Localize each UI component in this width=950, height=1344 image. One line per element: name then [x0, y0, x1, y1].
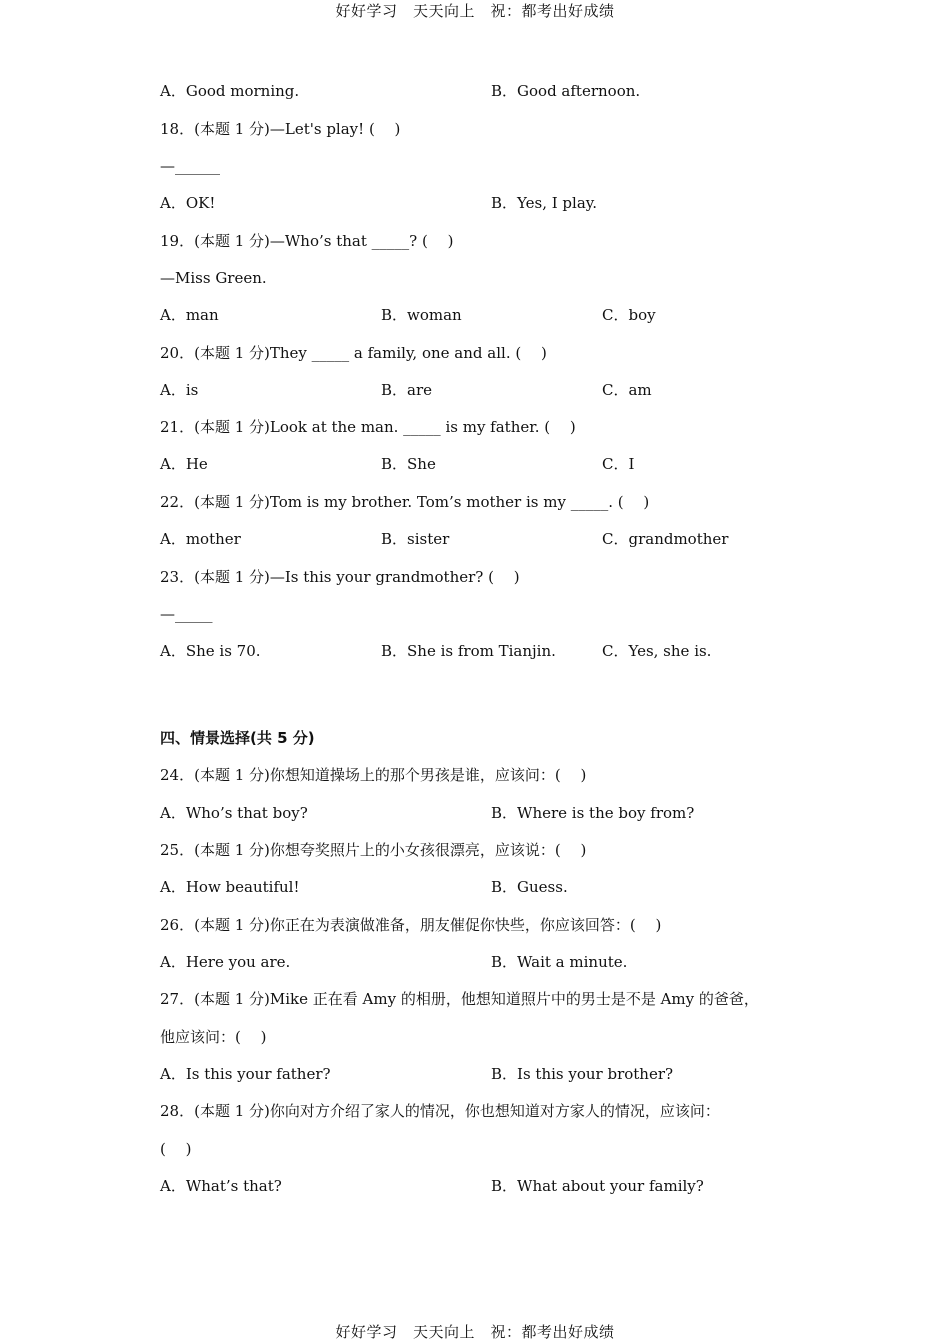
- q21-stem: 21．(本题 1 分)Look at the man. _____ is my father. ( ): [160, 418, 576, 436]
- q27-stem-continued: 他应该问：( ): [160, 1028, 267, 1046]
- q18-option-b: B．Yes, I play.: [491, 194, 598, 212]
- q23-option-a: A．She is 70.: [160, 642, 261, 660]
- q23-stem: 23．(本题 1 分)—Is this your grandmother? ( ): [160, 568, 520, 586]
- q24-option-a: A．Who’s that boy?: [160, 804, 308, 822]
- q19-option-a: A．man: [160, 306, 219, 324]
- q22-option-a: A．mother: [160, 530, 241, 548]
- q23-answer-blank: —_____: [160, 605, 213, 623]
- q23-option-c: C．Yes, she is.: [602, 642, 712, 660]
- q28-stem: 28．(本题 1 分)你向对方介绍了家人的情况，你也想知道对方家人的情况，应该问：: [160, 1102, 720, 1120]
- q20-option-a: A．is: [160, 381, 199, 399]
- q20-option-c: C．am: [602, 381, 652, 399]
- q19-stem: 19．(本题 1 分)—Who’s that _____? ( ): [160, 232, 454, 250]
- q19-answer-line: —Miss Green.: [160, 269, 267, 287]
- q25-option-a: A．How beautiful!: [160, 878, 300, 896]
- q20-option-b: B．are: [381, 381, 433, 399]
- q19-option-c: C．boy: [602, 306, 656, 324]
- q27-option-b: B．Is this your brother?: [491, 1065, 674, 1083]
- section-4-title: 四、情景选择(共 5 分): [160, 729, 315, 747]
- q21-option-c: C．I: [602, 455, 635, 473]
- q22-stem: 22．(本题 1 分)Tom is my brother. Tom’s mother is my _____. ( ): [160, 493, 650, 511]
- q26-stem: 26．(本题 1 分)你正在为表演做准备，朋友催促你快些，你应该回答：( ): [160, 916, 662, 934]
- q27-option-a: A．Is this your father?: [160, 1065, 331, 1083]
- q18-stem: 18．(本题 1 分)—Let's play! ( ): [160, 120, 401, 138]
- q20-stem: 20．(本题 1 分)They _____ a family, one and all. ( ): [160, 344, 547, 362]
- q28-stem-continued: ( ): [160, 1140, 192, 1158]
- q28-option-a: A．What’s that?: [160, 1177, 282, 1195]
- q26-option-b: B．Wait a minute.: [491, 953, 628, 971]
- page-header: 好好学习 天天向上 祝：都考出好成绩: [335, 2, 615, 20]
- q24-stem: 24．(本题 1 分)你想知道操场上的那个男孩是谁，应该问：( ): [160, 766, 587, 784]
- q25-option-b: B．Guess.: [491, 878, 568, 896]
- q24-option-b: B．Where is the boy from?: [491, 804, 695, 822]
- q17-option-b: B．Good afternoon.: [491, 82, 641, 100]
- q17-option-a: A．Good morning.: [160, 82, 300, 100]
- q27-stem: 27．(本题 1 分)Mike 正在看 Amy 的相册，他想知道照片中的男士是不是 Amy 的爸爸，: [160, 990, 759, 1008]
- q23-option-b: B．She is from Tianjin.: [381, 642, 556, 660]
- page-footer: 好好学习 天天向上 祝：都考出好成绩: [335, 1323, 615, 1341]
- q21-option-a: A．He: [160, 455, 208, 473]
- q21-option-b: B．She: [381, 455, 436, 473]
- q18-answer-blank: —______: [160, 157, 220, 175]
- q26-option-a: A．Here you are.: [160, 953, 291, 971]
- q28-option-b: B．What about your family?: [491, 1177, 704, 1195]
- q18-option-a: A．OK!: [160, 194, 216, 212]
- q25-stem: 25．(本题 1 分)你想夸奖照片上的小女孩很漂亮，应该说：( ): [160, 841, 587, 859]
- q22-option-b: B．sister: [381, 530, 450, 548]
- q19-option-b: B．woman: [381, 306, 462, 324]
- q22-option-c: C．grandmother: [602, 530, 729, 548]
